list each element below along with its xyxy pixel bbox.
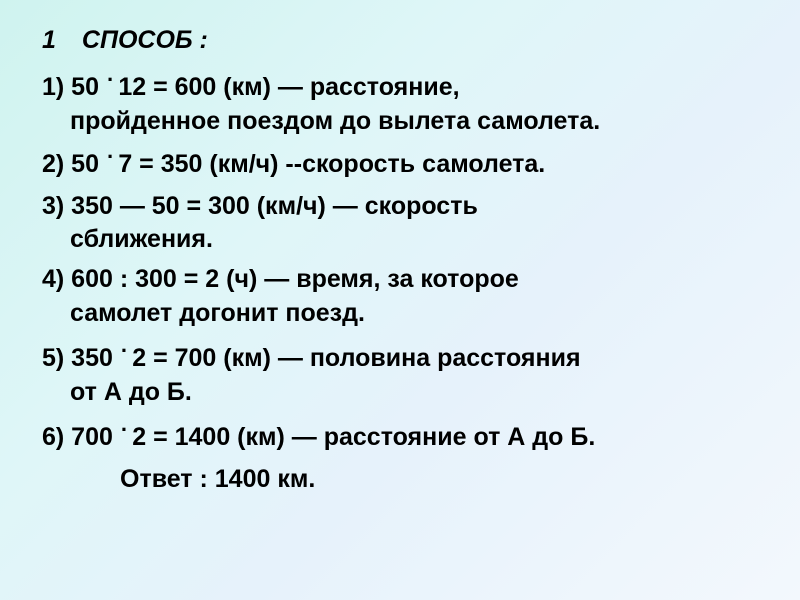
step-1-operand: 1) 50	[42, 73, 99, 101]
step-3-line-2: сближения.	[70, 225, 213, 253]
step-1-line-1	[42, 67, 460, 105]
step-1-expression: 12 = 600 (км) — расстояние,	[118, 73, 460, 101]
answer-line: Ответ : 1400 км.	[120, 465, 316, 493]
step-2-expression: 7 = 350 (км/ч) --скорость самолета.	[118, 150, 546, 178]
step-5-operand: 5) 350	[42, 344, 113, 372]
step-6-expression: 2 = 1400 (км) — расстояние от А до Б.	[132, 423, 596, 451]
step-4-line-2: самолет догонит поезд.	[70, 299, 365, 327]
step-1-line-2: пройденное поездом до вылета самолета.	[70, 107, 601, 135]
multiply-dot: ·	[106, 67, 115, 92]
step-5-expression: 2 = 700 (км) — половина расстояния	[132, 344, 581, 372]
step-6-line-1	[42, 417, 596, 455]
step-6-operand: 6) 700	[42, 423, 113, 451]
step-4-line-1: 4) 600 : 300 = 2 (ч) — время, за которое	[42, 265, 519, 293]
method-number: 1	[42, 26, 56, 54]
method-heading	[42, 26, 208, 55]
step-5-line-1	[42, 338, 581, 376]
step-2-line-1	[42, 144, 546, 182]
step-2-operand: 2) 50	[42, 150, 99, 178]
step-5-line-2: от А до Б.	[70, 378, 192, 406]
step-3-line-1: 3) 350 — 50 = 300 (км/ч) — скорость	[42, 192, 478, 220]
multiply-dot: ·	[120, 338, 129, 363]
method-title: СПОСОБ :	[81, 26, 208, 54]
multiply-dot: ·	[106, 144, 115, 169]
multiply-dot: ·	[120, 417, 129, 442]
